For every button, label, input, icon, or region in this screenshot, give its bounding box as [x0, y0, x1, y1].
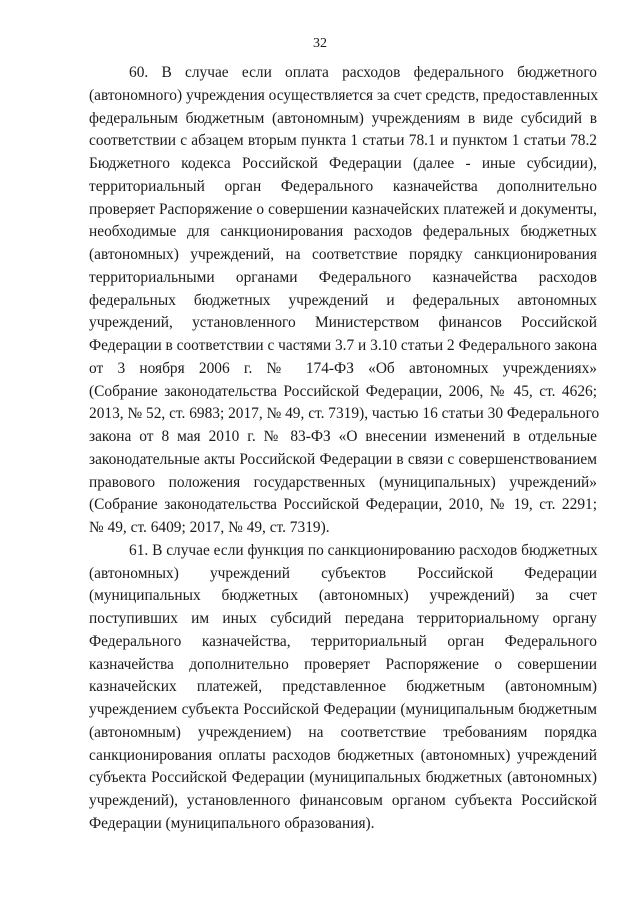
text-line: субъекта Российской Федерации (муниципальных бюджетных (автономных) — [89, 769, 597, 787]
text-line: казначейских платежей, представленное бюджетным (автономным) — [89, 678, 597, 696]
text-line: (муниципальных бюджетных (автономных) учреждений) за счет — [89, 587, 597, 605]
text-line: (автономным) учреждением) на соответствие требованиям порядка — [89, 723, 597, 741]
text-line: от 3 ноября 2006 г. № 174-ФЗ «Об автономных учреждениях» — [89, 359, 597, 377]
text-line: правового положения государственных (муниципальных) учреждений» — [89, 473, 597, 491]
text-line: учреждений), установленного финансовым органом субъекта Российской — [89, 792, 597, 809]
text-line: законодательные акты Российской Федерации в связи с совершенствованием — [89, 450, 597, 468]
text-line: (Собрание законодательства Российской Федерации, 2010, № 19, ст. 2291; — [89, 496, 597, 514]
document-body — [89, 62, 600, 836]
text-line: Бюджетного кодекса Российской Федерации (далее - иные субсидии), — [89, 155, 597, 172]
text-line: казначейства дополнительно проверяет Распоряжение о совершении — [89, 655, 597, 673]
text-line: территориальный орган Федерального казначейства дополнительно — [89, 177, 597, 195]
text-line: учреждений, установленного Министерством финансов Российской — [89, 314, 597, 332]
text-line: 2013, № 52, ст. 6983; 2017, № 49, ст. 7319), частью 16 статьи 30 Федерального — [89, 405, 600, 423]
text-line: территориальными органами Федерального казначейства расходов — [89, 268, 597, 286]
text-line: закона от 8 мая 2010 г. № 83-ФЗ «О внесении изменений в отдельные — [89, 428, 597, 445]
text-line: Федерации (муниципального образования). — [89, 814, 375, 832]
text-line: федеральным бюджетным (автономным) учреждениям в виде субсидий в — [89, 109, 597, 127]
text-line: 60. В случае если оплата расходов федерального бюджетного — [129, 64, 597, 81]
text-line: учреждением субъекта Российской Федерации (муниципальным бюджетным — [89, 701, 597, 718]
text-line: необходимые для санкционирования расходов федеральных бюджетных — [89, 223, 597, 241]
text-line: проверяет Распоряжение о совершении казначейских платежей и документы, — [89, 200, 597, 218]
text-line: поступивших им иных субсидий передана территориальному органу — [89, 610, 597, 627]
text-line: Федерации в соответствии с частями 3.7 и 3.10 статьи 2 Федерального закона — [89, 337, 598, 354]
paragraph-60 — [89, 62, 600, 540]
text-line: Федерального казначейства, территориальный орган Федерального — [89, 632, 597, 650]
text-line: санкционирования оплаты расходов бюджетных (автономных) учреждений — [89, 746, 597, 764]
text-line: соответствии с абзацем вторым пункта 1 статьи 78.1 и пунктом 1 статьи 78.2 — [89, 132, 597, 150]
page-number: 32 — [313, 36, 327, 51]
paragraph-61 — [89, 540, 597, 836]
text-line: № 49, ст. 6409; 2017, № 49, ст. 7319). — [89, 519, 330, 536]
text-line: (автономного) учреждения осуществляется за счет средств, предоставленных — [89, 86, 599, 104]
text-line: (автономных) учреждений, на соответствие порядку санкционирования — [89, 246, 597, 263]
text-line: (Собрание законодательства Российской Федерации, 2006, № 45, ст. 4626; — [89, 382, 597, 400]
text-line: (автономных) учреждений субъектов Российской Федерации — [89, 564, 597, 582]
text-line: 61. В случае если функция по санкционированию расходов бюджетных — [129, 541, 598, 559]
text-line: федеральных бюджетных учреждений и федеральных автономных — [89, 291, 597, 309]
